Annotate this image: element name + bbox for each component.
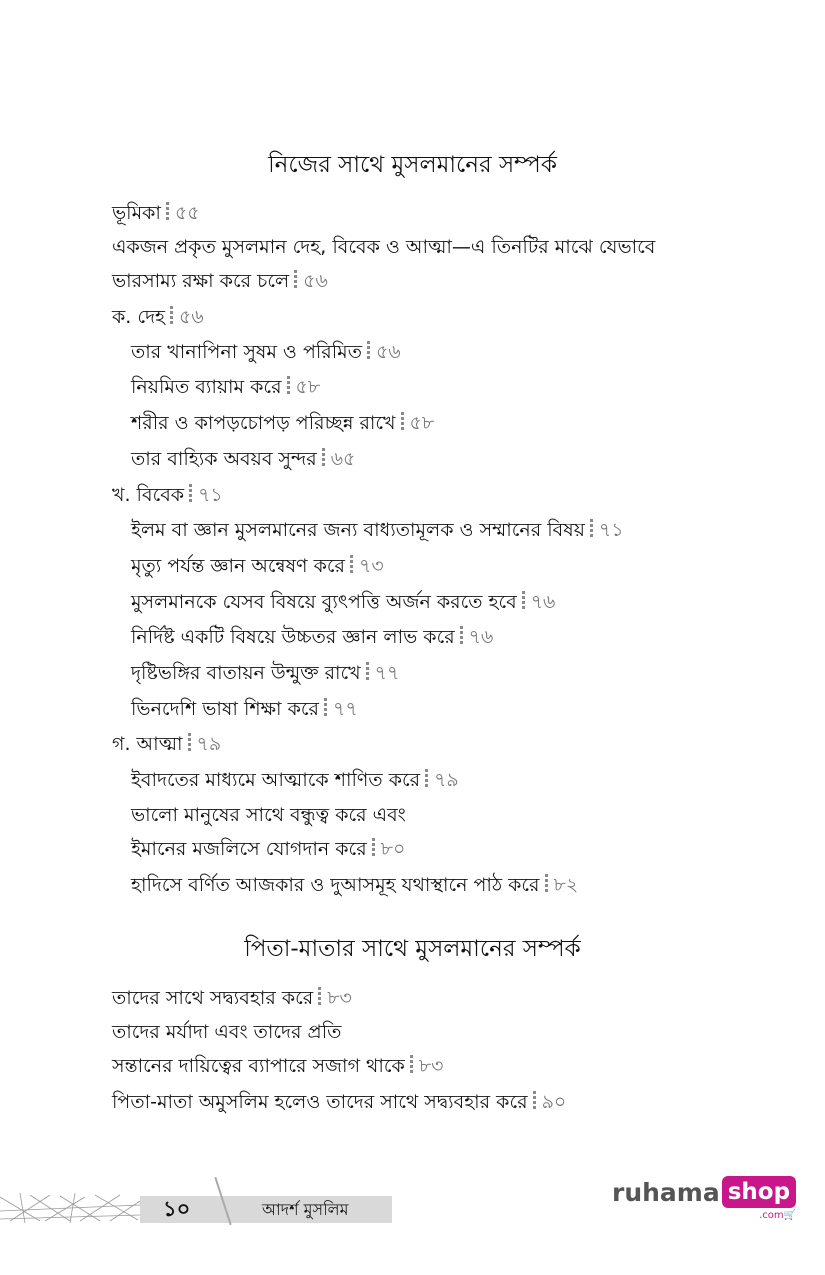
entry-text: ইবাদতের মাধ্যমে আত্মাকে শাণিত করে: [131, 769, 421, 791]
entry-page: ৮৩: [327, 987, 352, 1009]
toc-entry[interactable]: [131, 868, 578, 902]
separator-mark: [410, 1055, 413, 1075]
entry-text: নির্দিষ্ট একটি বিষয়ে উচ্চতর জ্ঞান লাভ করে: [131, 626, 455, 648]
toc-entry[interactable]: [112, 727, 221, 761]
separator-mark: [425, 769, 428, 789]
entry-page: ৫৮: [295, 376, 321, 398]
entry-text: ইলম বা জ্ঞান মুসলমানের জন্য বাধ্যতামূলক ও সম্মানের বিষয়: [131, 519, 585, 541]
separator-mark: [545, 874, 548, 894]
separator-mark: [533, 1091, 536, 1111]
toc-entry[interactable]: [131, 620, 493, 654]
separator-mark: [287, 376, 290, 396]
toc-entry[interactable]: [131, 406, 434, 440]
separator-mark: [189, 484, 192, 504]
entry-text: নিয়মিত ব্যায়াম করে: [131, 376, 282, 398]
entry-text: ক. দেহ: [112, 306, 166, 328]
ruhamashop-logo[interactable]: [612, 1176, 796, 1224]
entry-page: ৭৭: [332, 698, 358, 720]
toc-entry[interactable]: [131, 656, 399, 690]
toc-entry[interactable]: [131, 692, 358, 726]
entry-page: ৯০: [541, 1091, 567, 1113]
separator-mark: [522, 591, 525, 611]
entry-page: ৫৬: [179, 306, 204, 328]
toc-entry[interactable]: [112, 264, 328, 298]
entry-page: ৭৬: [468, 626, 494, 648]
toc-entry[interactable]: [131, 585, 555, 619]
toc-entry[interactable]: [131, 763, 459, 797]
entry-text: তাদের সাথে সদ্ব্যবহার করে: [112, 987, 314, 1009]
entry-page: ৭৯: [434, 769, 459, 791]
toc-entry[interactable]: [112, 981, 352, 1015]
entry-text: ইমানের মজলিসে যোগদান করে: [131, 838, 367, 860]
separator-mark: [294, 270, 297, 290]
entry-page: ৫৬: [375, 341, 401, 363]
entry-text: তাদের মর্যাদা এবং তাদের প্রতি: [112, 1021, 342, 1043]
entry-page: ৭১: [598, 519, 624, 541]
separator-mark: [166, 202, 169, 222]
entry-page: ৮০: [380, 838, 406, 860]
entry-text: তার খানাপিনা সুষম ও পরিমিত: [131, 341, 362, 363]
footer-decoration: [0, 1193, 140, 1223]
entry-text: পিতা-মাতা অমুসলিম হলেও তাদের সাথে সদ্ব্যবহার করে: [112, 1091, 528, 1113]
entry-page: ৭৬: [530, 591, 556, 613]
toc-entry[interactable]: [112, 1049, 444, 1083]
entry-text: ভালো মানুষের সাথে বন্ধুত্ব করে এবং: [131, 804, 406, 826]
entry-text: একজন প্রকৃত মুসলমান দেহ, বিবেক ও আত্মা—এ তিনটির মাঝে যেভাবে: [112, 236, 656, 258]
entry-text: সন্তানের দায়িত্বের ব্যাপারে সজাগ থাকে: [112, 1055, 405, 1077]
entry-text: ভারসাম্য রক্ষা করে চলে: [112, 270, 290, 292]
entry-text: শরীর ও কাপড়চোপড় পরিচ্ছন্ন রাখে: [131, 412, 396, 434]
book-title: আদর্শ মুসলিম: [262, 1200, 349, 1219]
toc-entry[interactable]: [112, 478, 223, 512]
toc-entry[interactable]: [112, 230, 655, 264]
section-title: নিজের সাথে মুসলমানের সম্পর্ক: [268, 152, 557, 178]
separator-mark: [170, 306, 173, 326]
separator-mark: [350, 555, 353, 575]
separator-mark: [460, 626, 463, 646]
separator-mark: [366, 662, 369, 682]
toc-entry[interactable]: [131, 335, 401, 369]
logo-suffix: .com🛒: [759, 1210, 797, 1221]
entry-page: ৮২: [553, 874, 579, 896]
logo-text-ruhama: ruhama: [612, 1178, 720, 1207]
entry-text: মৃত্যু পর্যন্ত জ্ঞান অন্বেষণ করে: [131, 555, 345, 577]
separator-mark: [401, 412, 404, 432]
toc-entry[interactable]: [131, 798, 406, 832]
entry-page: ৫৫: [174, 202, 200, 224]
toc-entry[interactable]: [131, 370, 320, 404]
separator-mark: [324, 698, 327, 718]
entry-page: ৫৬: [303, 270, 328, 292]
entry-page: ৮৩: [418, 1055, 444, 1077]
separator-mark: [322, 448, 325, 468]
entry-page: ৫৮: [409, 412, 435, 434]
toc-entry[interactable]: [112, 1015, 341, 1049]
toc-entry[interactable]: [131, 513, 624, 547]
toc-entry[interactable]: [112, 196, 200, 230]
toc-entry[interactable]: [131, 549, 384, 583]
toc-entry[interactable]: [131, 832, 405, 866]
entry-page: ৭১: [198, 484, 223, 506]
section-title: পিতা-মাতার সাথে মুসলমানের সম্পর্ক: [244, 936, 581, 962]
entry-text: মুসলমানকে যেসব বিষয়ে ব্যুৎপত্তি অর্জন করতে হবে: [131, 591, 517, 613]
entry-text: খ. বিবেক: [112, 484, 185, 506]
page-number: ১০: [163, 1197, 191, 1221]
entry-page: ৬৫: [330, 448, 356, 470]
entry-text: গ. আত্মা: [112, 733, 183, 755]
entry-page: ৭৭: [374, 662, 400, 684]
separator-mark: [590, 519, 593, 539]
entry-text: ভূমিকা: [112, 202, 161, 224]
entry-text: দৃষ্টিভঙ্গির বাতায়ন উন্মুক্ত রাখে: [131, 662, 361, 684]
separator-mark: [188, 733, 191, 753]
toc-entry[interactable]: [112, 1085, 566, 1119]
separator-mark: [372, 838, 375, 858]
line-pattern-icon: [0, 1193, 140, 1223]
toc-entry[interactable]: [112, 300, 204, 334]
separator-mark: [318, 987, 321, 1007]
entry-text: হাদিসে বর্ণিত আজকার ও দুআসমূহ যথাস্থানে পাঠ করে: [131, 874, 540, 896]
separator-mark: [367, 341, 370, 361]
logo-text-shop: shop: [722, 1176, 796, 1208]
entry-text: তার বাহ্যিক অবয়ব সুন্দর: [131, 448, 317, 470]
toc-entry[interactable]: [131, 442, 355, 476]
entry-text: ভিনদেশি ভাষা শিক্ষা করে: [131, 698, 319, 720]
entry-page: ৭৯: [196, 733, 222, 755]
entry-page: ৭৩: [358, 555, 384, 577]
